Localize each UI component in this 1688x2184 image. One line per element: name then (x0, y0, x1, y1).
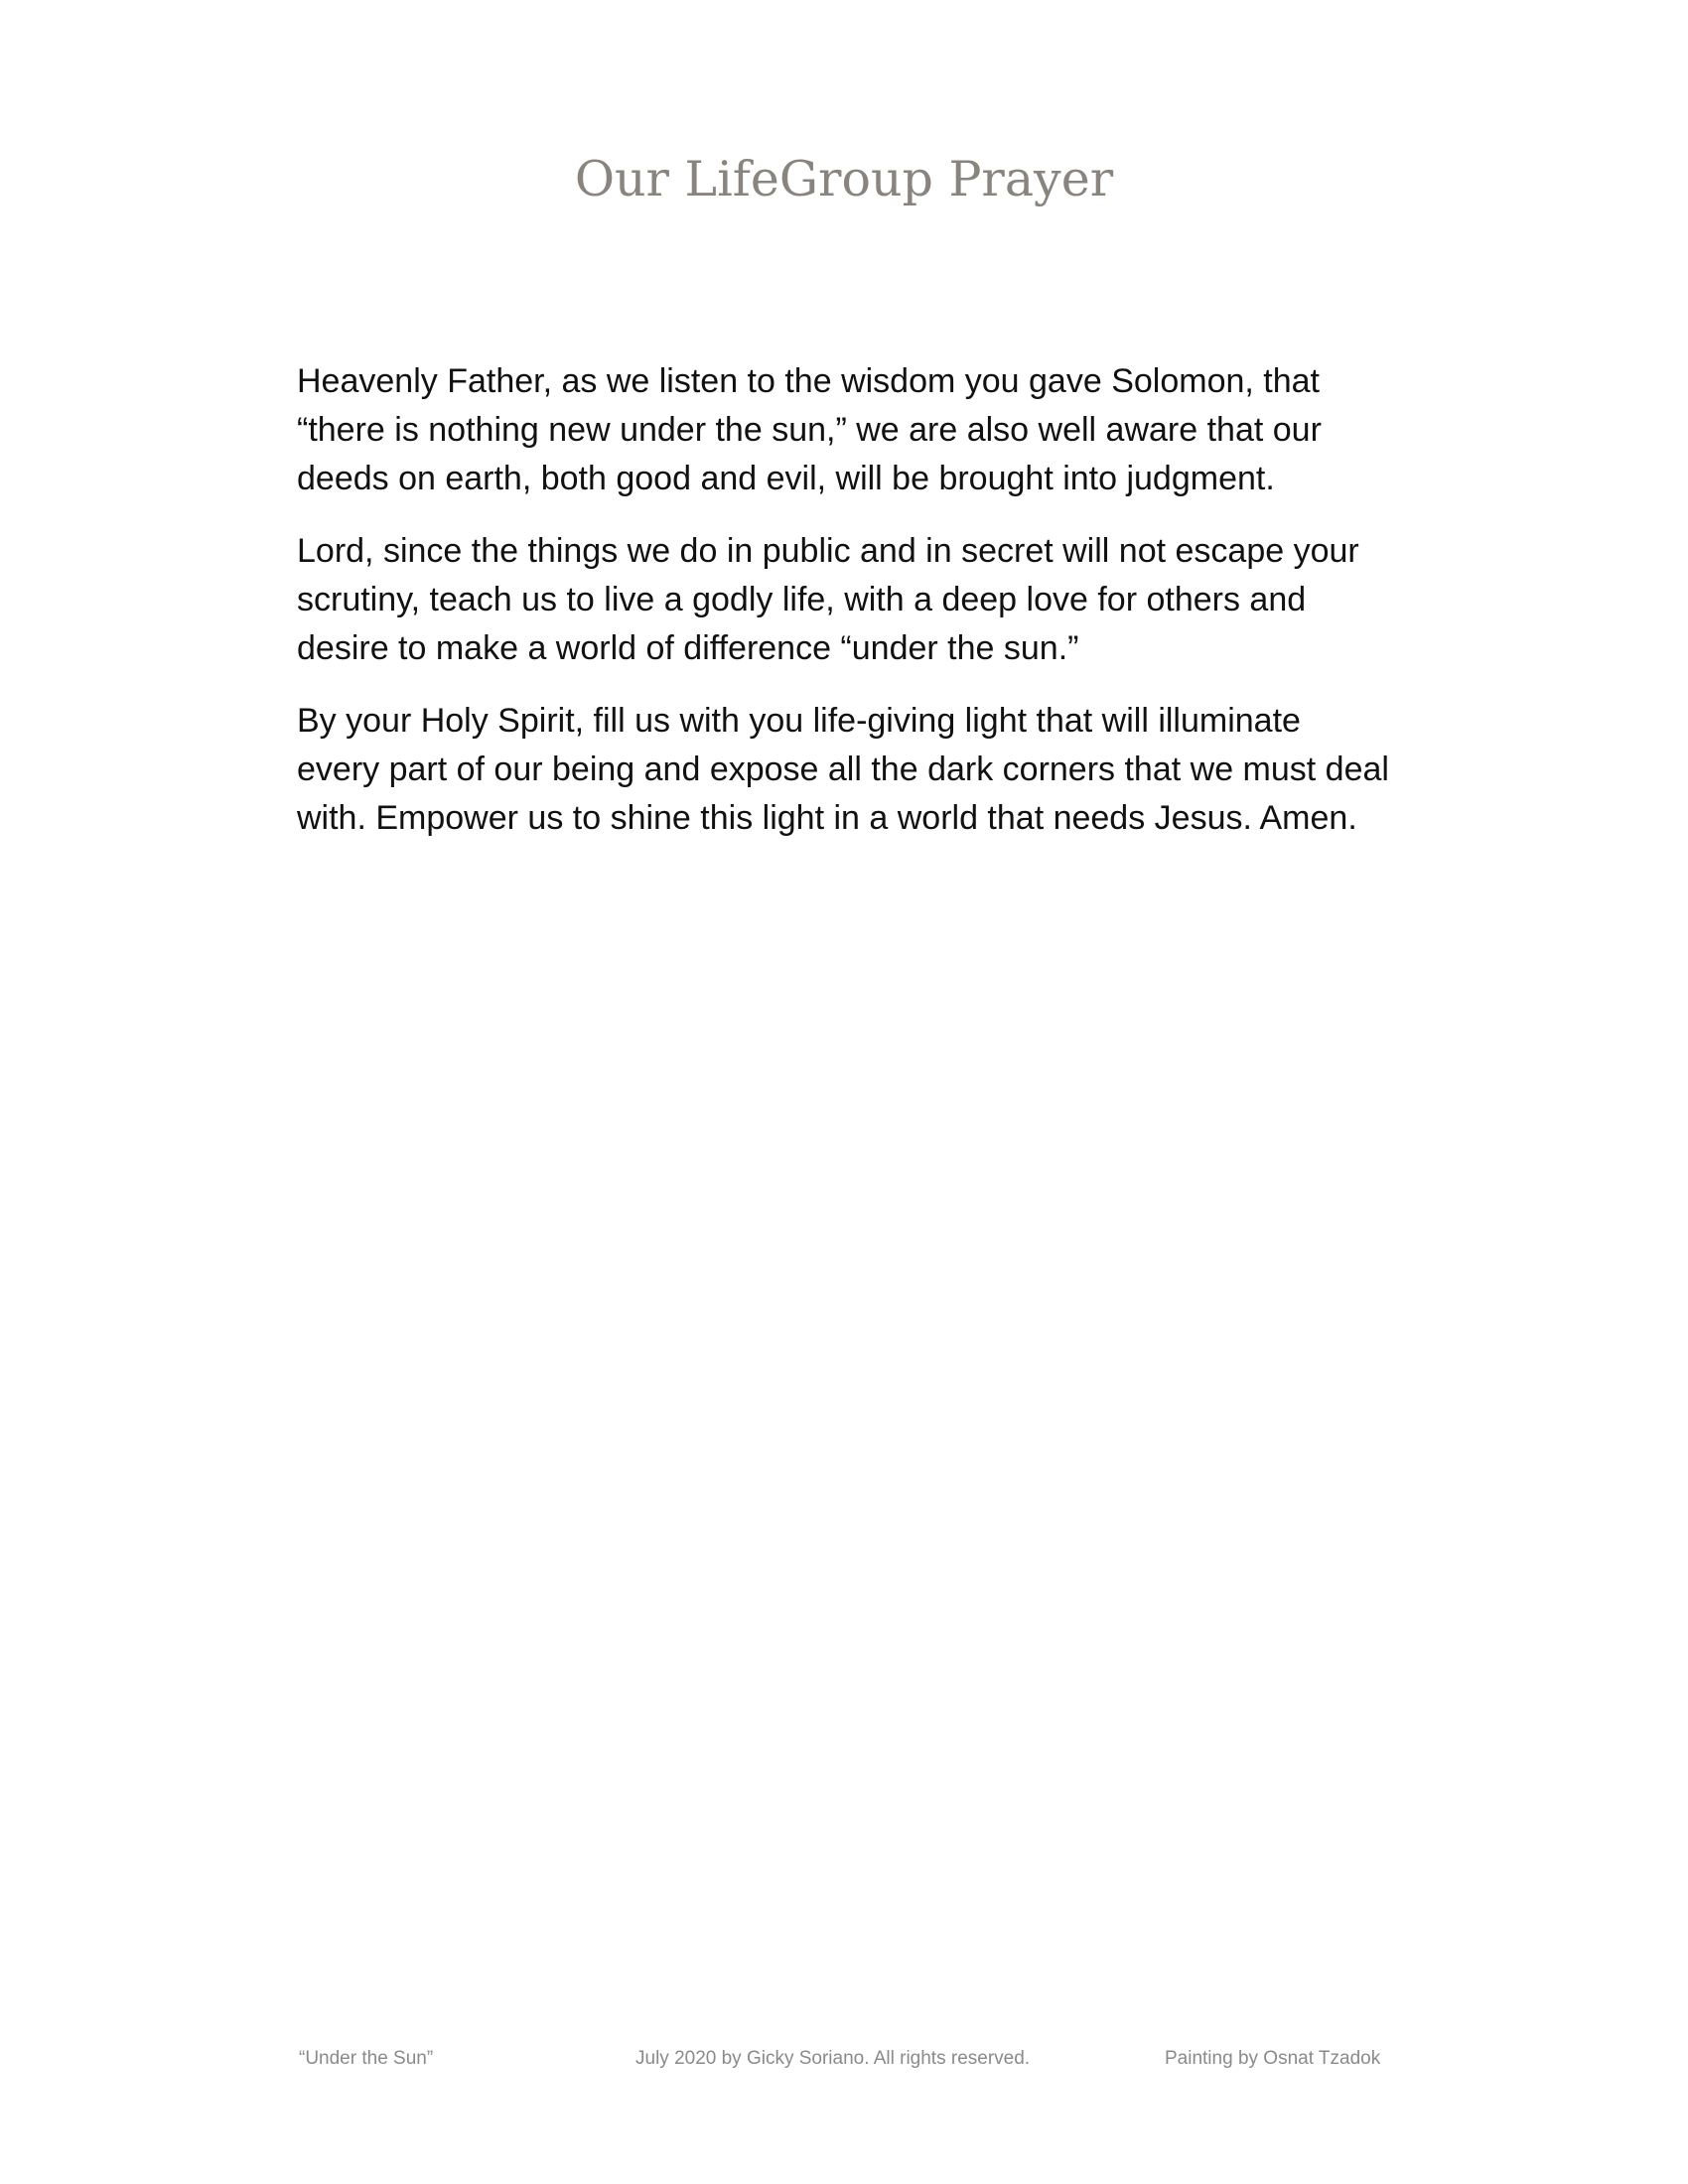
prayer-paragraph-1: Heavenly Father, as we listen to the wisdom you gave Solomon, that “there is nothing new under the sun,” we are also well aware that our deeds on earth, both good and evil, will be brought into judgment. (297, 362, 1322, 497)
prayer-paragraph-2: Lord, since the things we do in public and in secret will not escape your scrutiny, teach us to live a godly life, with a deep love for others and desire to make a world of difference “under the sun.” (297, 532, 1359, 667)
prayer-paragraph-3: By your Holy Spirit, fill us with you life-giving light that will illuminate every part of our being and expose all the dark corners that we must deal with. Empower us to shine this light in a world that needs Jesus. Amen. (297, 702, 1389, 837)
footer-copyright: July 2020 by Gicky Soriano. All rights reserved. (635, 2048, 1031, 2069)
prayer-body (297, 357, 1409, 867)
footer-painting-credit: Painting by Osnat Tzadok (1165, 2048, 1381, 2069)
footer-series-title: “Under the Sun” (299, 2048, 434, 2069)
page-title: Our LifeGroup Prayer (574, 151, 1114, 207)
